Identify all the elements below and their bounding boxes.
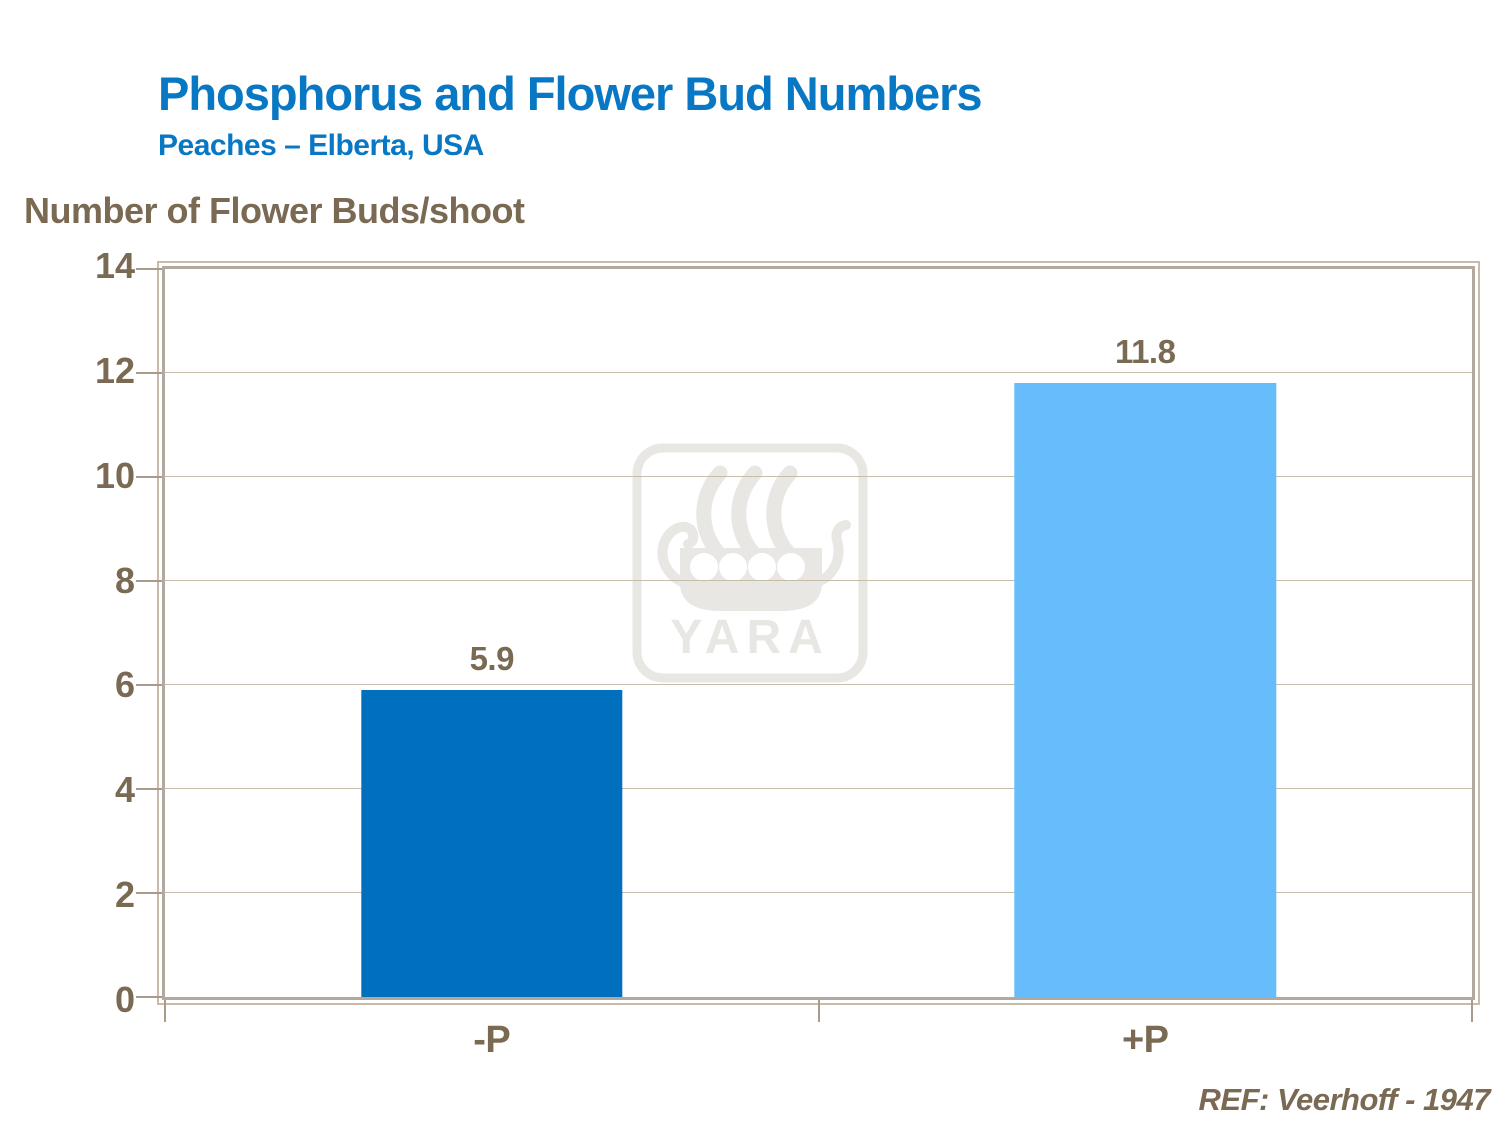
title-block	[158, 68, 982, 163]
y-tick-mark	[136, 996, 162, 998]
y-tick-mark	[136, 580, 162, 582]
plot-area	[162, 266, 1475, 1000]
y-tick-mark	[136, 684, 162, 686]
slide-title: Phosphorus and Flower Bud Numbers	[158, 67, 982, 120]
y-tick-label: 2	[114, 874, 135, 916]
y-axis-title: Number of Flower Buds/shoot	[24, 190, 525, 231]
y-axis-labels	[30, 245, 135, 1020]
y-tick-label: 0	[114, 979, 135, 1020]
plot-inner	[165, 269, 1472, 997]
y-tick-mark	[136, 788, 162, 790]
y-tick-label: 14	[94, 245, 135, 286]
y-tick-mark	[136, 372, 162, 374]
y-tick-label: 4	[114, 769, 135, 811]
slide-subtitle: Peaches – Elberta, USA	[158, 129, 484, 162]
y-tick-mark	[136, 268, 162, 270]
y-tick-mark	[136, 892, 162, 894]
category-labels	[165, 1012, 1472, 1068]
bar--P	[361, 690, 622, 997]
bar-value-label: 11.8	[1115, 333, 1176, 371]
bar-+P	[1015, 383, 1276, 997]
bar-slot--P	[165, 269, 819, 997]
y-tick-mark	[136, 476, 162, 478]
category-label--P: -P	[473, 1018, 511, 1061]
y-tick-label: 6	[114, 664, 135, 706]
bar-value-label: 5.9	[469, 640, 514, 678]
reference-text: REF: Veerhoff - 1947	[1198, 1082, 1490, 1117]
category-label-+P: +P	[1121, 1018, 1169, 1061]
y-axis-tick-marks	[136, 269, 162, 997]
y-tick-label: 8	[114, 559, 135, 601]
y-tick-label: 10	[94, 454, 135, 496]
watermark-wordmark: YARA	[670, 611, 830, 664]
bar-slot-+P	[819, 269, 1473, 997]
y-tick-label: 12	[94, 349, 135, 391]
